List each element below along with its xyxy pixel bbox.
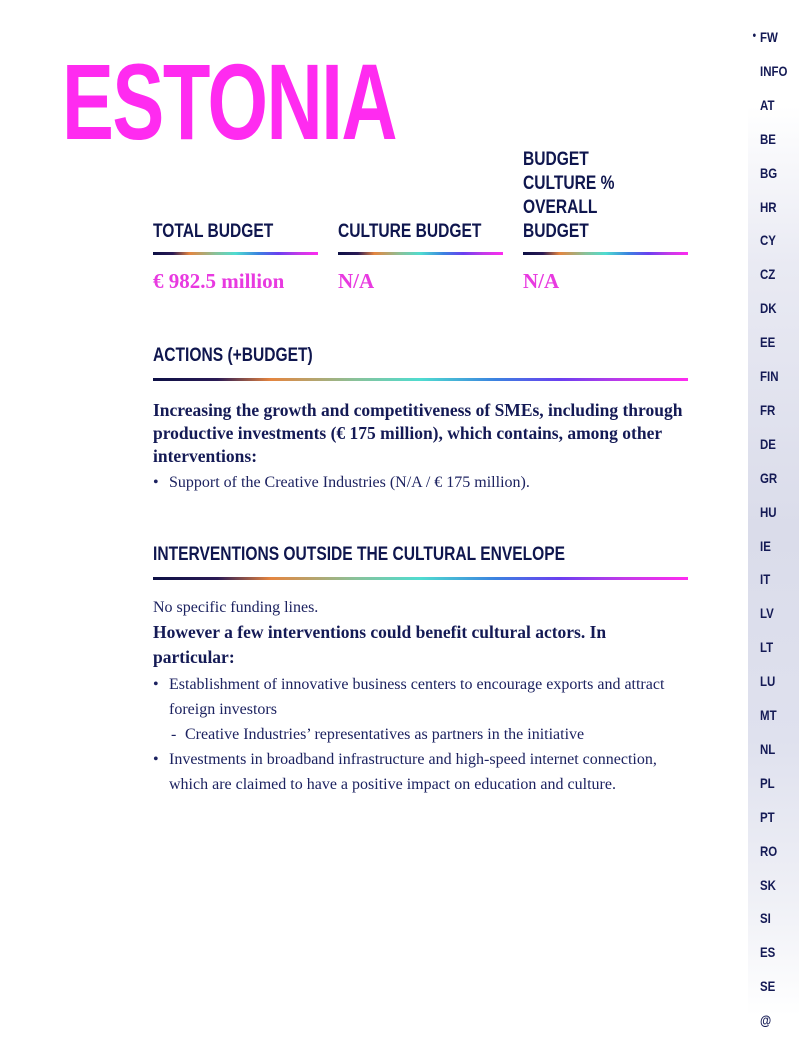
sidebar-item-es[interactable] <box>760 944 775 960</box>
sidebar-item-label: LV <box>760 605 774 622</box>
sidebar-item-at[interactable] <box>760 97 774 113</box>
sidebar-item-ro[interactable] <box>760 843 777 859</box>
gradient-divider <box>153 252 318 255</box>
sidebar-item-label: HU <box>760 503 777 520</box>
actions-section <box>153 344 688 495</box>
sidebar-item-label: PT <box>760 808 775 825</box>
budget-culture <box>338 196 503 294</box>
sidebar-item-mt[interactable] <box>760 707 777 723</box>
sidebar-item-ee[interactable] <box>760 334 775 350</box>
sidebar-item-bg[interactable] <box>760 165 777 181</box>
sidebar-item-fr[interactable] <box>760 402 775 418</box>
dash-icon: - <box>171 726 177 743</box>
sidebar-item-lt[interactable] <box>760 639 773 655</box>
budget-label: BUDGET CULTURE % OVERALL BUDGET <box>523 149 615 242</box>
section-heading: INTERVENTIONS OUTSIDE THE CULTURAL ENVELOPE <box>153 544 566 565</box>
budget-value: N/A <box>338 269 375 293</box>
sidebar-item-label: SE <box>760 978 776 995</box>
sidebar-item-contact[interactable] <box>760 1012 771 1028</box>
sidebar-item-lu[interactable] <box>760 673 775 689</box>
interventions-lead: However a few interventions could benefit cultural actors. In particular: <box>153 622 607 667</box>
sidebar-item-label: FIN <box>760 368 779 384</box>
interventions-section <box>153 543 688 797</box>
budget-value: N/A <box>523 269 560 293</box>
gradient-divider <box>153 577 688 580</box>
bullet-icon: • <box>153 474 159 491</box>
sidebar-item-label: EE <box>760 334 776 351</box>
sidebar-item-label: HR <box>760 198 777 215</box>
list-item: • Establishment of innovative business centers to encourage exports and attract foreign investors - Creative Industries’ representatives as partners in the initiative <box>153 672 688 747</box>
sidebar-item-hu[interactable] <box>760 504 777 520</box>
sidebar-item-label: DK <box>760 300 777 317</box>
budget-summary <box>153 149 688 294</box>
gradient-divider <box>153 378 688 381</box>
sidebar-item-label: SK <box>760 876 776 893</box>
gradient-divider <box>338 252 503 255</box>
sidebar-item-ie[interactable] <box>760 538 771 554</box>
sidebar-item-label: GR <box>760 469 778 486</box>
budget-value: € 982.5 million <box>153 269 285 293</box>
bullet-icon: • <box>153 676 159 693</box>
section-heading: ACTIONS (+BUDGET) <box>153 345 313 366</box>
sidebar-item-lv[interactable] <box>760 605 774 621</box>
actions-lead: Increasing the growth and competitiveness of SMEs, including through productive investments (€ 175 million), which contains, among other interventions: <box>153 400 683 466</box>
sidebar-item-label: MT <box>760 707 777 723</box>
sidebar-item-label: DE <box>760 435 776 452</box>
list-item: • Support of the Creative Industries (N/A / € 175 million). <box>153 470 688 495</box>
page-title: ESTONIA <box>62 41 397 162</box>
budget-culture-percent <box>523 149 688 294</box>
sidebar-item-label: @ <box>760 1012 772 1029</box>
sidebar-item-it[interactable] <box>760 571 770 587</box>
sidebar-item-de[interactable] <box>760 436 776 452</box>
sidebar-item-label: IT <box>760 571 771 588</box>
interventions-intro: No specific funding lines. <box>153 599 319 616</box>
sidebar-item-info[interactable] <box>760 63 787 79</box>
sidebar-item-hr[interactable] <box>760 199 777 215</box>
sidebar-item-label: PL <box>760 774 775 791</box>
sidebar-item-pt[interactable] <box>760 809 775 825</box>
sidebar-item-fw[interactable] <box>752 28 778 45</box>
budget-label: TOTAL BUDGET <box>153 221 274 242</box>
sidebar-item-label: FR <box>760 401 776 418</box>
sidebar-item-label: FW <box>760 29 778 45</box>
sidebar-item-label: NL <box>760 740 776 757</box>
sidebar-item-label: ES <box>760 944 776 961</box>
sidebar-item-label: CY <box>760 232 776 249</box>
bullet-icon: • <box>153 751 159 768</box>
sidebar-item-dk[interactable] <box>760 300 777 316</box>
sidebar-item-cy[interactable] <box>760 232 776 248</box>
sidebar-item-label: LU <box>760 673 776 690</box>
list-item: • Investments in broadband infrastructure and high-speed internet connection, which are claimed to have a positive impact on education and culture. <box>153 747 688 797</box>
sub-list-item: - Creative Industries’ representatives as partners in the initiative <box>169 722 688 747</box>
sidebar-item-label: LT <box>760 639 774 656</box>
sidebar-item-fin[interactable] <box>760 368 779 384</box>
sidebar-item-label: BE <box>760 130 776 147</box>
budget-total <box>153 196 318 294</box>
sidebar-item-nl[interactable] <box>760 741 775 757</box>
sidebar-item-label: RO <box>760 842 778 859</box>
sidebar-item-label: CZ <box>760 266 776 283</box>
sidebar-item-sk[interactable] <box>760 877 776 893</box>
budget-label: CULTURE BUDGET <box>338 221 482 242</box>
sidebar-item-si[interactable] <box>760 910 771 926</box>
sidebar-item-label: SI <box>760 910 771 927</box>
sidebar-item-label: AT <box>760 96 775 113</box>
sidebar-item-cz[interactable] <box>760 266 775 282</box>
sidebar-item-gr[interactable] <box>760 470 777 486</box>
sidebar-item-pl[interactable] <box>760 775 775 791</box>
gradient-divider <box>523 252 688 255</box>
sidebar-item-se[interactable] <box>760 978 775 994</box>
sidebar-item-label: BG <box>760 164 778 181</box>
sidebar-item-be[interactable] <box>760 131 776 147</box>
sidebar-item-label: INFO <box>760 62 788 79</box>
active-bullet-icon: • <box>752 28 757 42</box>
sidebar-item-label: IE <box>760 537 771 554</box>
country-sidebar <box>748 0 799 1058</box>
